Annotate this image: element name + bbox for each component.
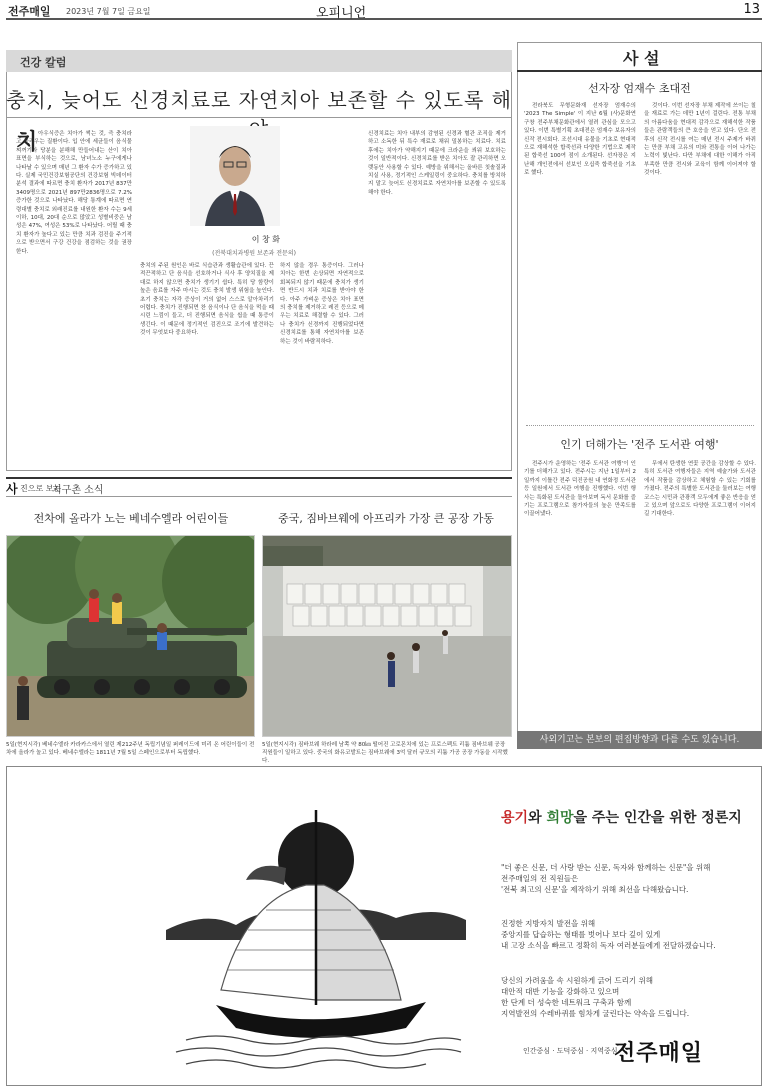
photo-right-caption: 5일(현지시각) 짐바브웨 하라레 남쪽 약 80㎞ 떨어진 고로몬치에 있는 프로스펙트 리튬 짐바브웨 공장 직원들이 일하고 있다. 중국의 화유코발트는 짐바브웨에 3억 달러 규모의 리튬 가공 공장 가동을 시작했다. [262, 742, 508, 764]
writer-photo [190, 126, 280, 226]
ad-logo: 전주매일 [614, 1041, 704, 1066]
editorial-heading: 사 설 [623, 49, 660, 68]
photo-left-tank [6, 535, 255, 737]
ad-p3-line4: 지역발전의 수레바퀴를 힘차게 굴린다는 약속을 드립니다. [501, 1009, 690, 1018]
ad-p2-line2: 중앙지를 답습하는 형태를 벗어나 보다 깊이 있게 [501, 930, 661, 939]
ad-paragraph-2 [501, 918, 756, 951]
issue-date: 2023년 7월 7일 금요일 [66, 7, 151, 16]
writer-position: (전북대치과병원 보존과 전문의) [212, 250, 296, 257]
editorial-title-2: 인기 더해가는 '전주 도서관 여행' [560, 438, 719, 451]
ad-p2-line1: 진정한 지방자치 발전을 위해 [501, 919, 596, 928]
ad-p3-line3: 한 단계 더 성숙한 네트워크 구축과 함께 [501, 998, 632, 1007]
disclaimer-bar: 사외기고는 본보의 편집방향과 다를 수도 있습니다. [517, 731, 762, 749]
ad-p3-line2: 대안적 대반 기능을 강화하고 있으며 [501, 987, 620, 996]
editorial-1-col1: 전라북도 무형문화재 선자장 엄재수의 '2023 The Simple' 이 지난 6월 (사)문화연구창 전주부채문화관에서 열려 관심을 모으고 있다. 이번 특별기획 초대전은 엄재수 보유자의 신작 전시회다. 조선시대 유물을 기초로 현대적으로 재해석한 합죽선과 다양한 기법으로 제작된 합죽선 100여 점이 소개된다. 선자장은 지난해 개인전에서 선보인 오십죽 합죽선을 기초로 했다. [524, 103, 636, 177]
editorial-divider [526, 425, 754, 426]
masthead-brand: 전주매일 [8, 5, 51, 18]
ad-illustration [166, 790, 466, 1080]
column-title: 충치, 늦어도 신경치료로 자연치아 보존할 수 있도록 해 [6, 88, 512, 112]
photo-right-title: 중국, 짐바브웨에 아프리카 가장 큰 공장 가동 [278, 512, 494, 525]
writer-name: 이 창 화 [251, 235, 280, 244]
column-tag-bar [6, 50, 512, 72]
photo-news-label-rest: 지구촌 소식 [52, 485, 104, 496]
editorial-header [517, 42, 762, 72]
photo-left-title: 전차에 올라가 노는 베네수엘라 어린이들 [33, 512, 229, 525]
photo-news-label-initial: 사 [6, 482, 18, 496]
ad-headline-courage: 용기 [501, 810, 529, 826]
ad-headline-rest: 을 주는 인간을 위한 정론지 [573, 810, 742, 826]
column-dropcap: 치 [16, 129, 38, 155]
column-text-col1: 아우식증은 치아가 썩는 것, 즉 충치라고 불리우는 질환이다. 입 안에 세균들이 음식물 찌꺼기와 당분을 분해해 만들어내는 산이 치아 표면을 부식하는 것으로, 남녀노소 누구에게나 나타날 수 있으며 매년 그 환자 수가 증가하고 있다. 실제 국민건강보험공단의 건강보험 빅데이터 분석 결과에 따르면 충치 환자가 2017년 837만3409명으로 2021년 897만2836명으로 7.2% 증가한 것으로 나타났다. 해당 통계에 따르면 연령대별 충치로 외래진료를 내원한 환자 수는 9세 이하, 10대, 20대 순으로 많았고 성별비중은 남성은 47%, 여성은 53%로 나타났다. 어릴 때 충치 환자가 높다고 있는 만큼 치과 검진을 주기적으로 받으면서 구강 건강을 점검하는 것을 권장한다. [16, 131, 132, 255]
column-tag: 건강 칼럼 [20, 56, 67, 69]
ad-p1-line2: 전주매일의 전 직원들은 [501, 874, 579, 883]
ad-headline-hope: 희망 [546, 810, 574, 826]
photo-right-factory [262, 535, 512, 737]
editorial-2-col1: 전주시가 운영하는 '전주 도서관 여행'이 인기를 더해가고 있다. 전주시는 지난 1일부터 2일까지 이틀간 전주 덕진공원 내 연화정 도서관 등 일원에서 도서관 여행을 진행했다. 이번 행사는 특화된 도서관을 돌아보며 독서 문화를 즐기는 프로그램으로 참가자들의 높은 만족도를 이끌어냈다. [524, 461, 636, 518]
column-text-col2: 충치의 주된 원인은 바로 식습관과 생활습관에 있다. 끈적끈적하고 단 음식을 선호하거나 식사 후 양치질을 제대로 하지 않으면 충치가 생기기 쉽다. 특히 당 함량이 높은 음료를 자주 마시는 것도 충치 발생 위험을 높인다. 초기 충치는 자각 증상이 거의 없어 스스로 알아차리기 어렵다. 충치가 진행되면 찬 음식이나 단 음식을 먹을 때 시린 느낌이 들고, 더 진행되면 음식을 씹을 때 통증이 생긴다. 이 때문에 정기적인 검진으로 조기에 발견하는 것이 무엇보다 중요하다. [140, 263, 274, 337]
column-text-col4: 신경치료는 치아 내부의 감염된 신경과 혈관 조직을 제거하고 소독한 뒤 특수 재료로 채워 밀봉하는 치료다. 치료 후에는 치아가 약해지기 때문에 크라운을 씌워 보호하는 것이 일반적이다. 신경치료를 받은 치아도 잘 관리하면 오랫동안 사용할 수 있다. 예방을 위해서는 올바른 칫솔질과 치실 사용, 정기적인 스케일링이 중요하다. 충치를 방치하지 말고 늦어도 신경치료로 자연치아를 보존할 수 있도록 해야 한다. [368, 131, 506, 196]
ad-paragraph-3 [501, 975, 756, 1019]
column-text-col3: 하지 않을 경우 통증이다. 그러나 치아는 한번 손상되면 자연적으로 회복되지 않기 때문에 충치가 생기면 반드시 치과 치료를 받아야 한다. 아주 가벼운 증상은 치아 표면의 충치를 제거하고 레진 등으로 메우는 치료로 해결할 수 있다. 그러나 충치가 신경까지 진행되었다면 신경치료를 통해 자연치아를 보존하는 것이 바람직하다. [280, 263, 364, 345]
ad-p1-line3: '전북 최고의 신문'을 제작하기 위해 최선을 다해왔습니다. [501, 885, 689, 894]
ad-p2-line3: 내 고장 소식을 빠르고 정확히 독자 여러분들에게 전달하겠습니다. [501, 941, 716, 950]
photo-news-header [6, 477, 512, 497]
photo-left-caption: 5일(현지시각) 베네수엘라 카라카스에서 열린 제212주년 독립기념일 퍼레이드에 미리 온 어린이들이 전차에 올라가 놀고 있다. 베네수엘라는 1811년 7월 5일 스페인으로부터 독립했다. [6, 742, 255, 756]
page-number: 13 [743, 2, 760, 17]
ad-headline-and: 와 [528, 810, 547, 826]
page-header [6, 2, 762, 20]
photo-news-label-small: 진으로 보는 [20, 484, 62, 493]
ad-paragraph-1 [501, 862, 756, 895]
ad-p3-line1: 당신의 가려움을 속 시원하게 긁어 드리기 위해 [501, 976, 653, 985]
ad-slogan: 인간중심 · 도덕중심 · 지역중심 [523, 1047, 618, 1055]
column-title-divider [6, 117, 512, 118]
ad-p1-line1: "더 좋은 신문, 더 사랑 받는 신문, 독자와 함께하는 신문"을 위해 [501, 863, 711, 872]
editorial-1-col2: 것이다. 이번 선자장 부채 제작에 쓰이는 칠을 재료로 가는 데만 1년이 걸린다. 전통 부채의 아름다움을 현대적 감각으로 재해석한 작품들은 관람객들의 큰 호응을 얻고 있다. 단오 전후의 신작 전시를 여는 매년 전시 주제가 바뀌는 만큼 부채 고유의 미와 전통을 이어 나가는 노력이 빛난다. 다만 부채에 대한 이해가 아직 부족한 만큼 전시와 교육이 함께 이어져야 할 것이다. [644, 103, 756, 177]
editorial-title-1: 선자장 엄재수 초대전 [588, 82, 691, 95]
ad-headline [501, 807, 742, 827]
section-title: 오피니언 [316, 6, 367, 21]
editorial-2-col2: 무에서 탄생한 연꽃 공간을 감상할 수 있다. 특히 도서관 여행자들은 지역 예술가와 도서관에서 작품을 감상하고 체험할 수 있는 기회를 가졌다. 전주의 특별한 도서관을 둘러보는 여행 코스는 시민과 관광객 모두에게 좋은 반응을 얻고 있으며 앞으로도 다양한 프로그램이 이어지길 기대한다. [644, 461, 756, 518]
